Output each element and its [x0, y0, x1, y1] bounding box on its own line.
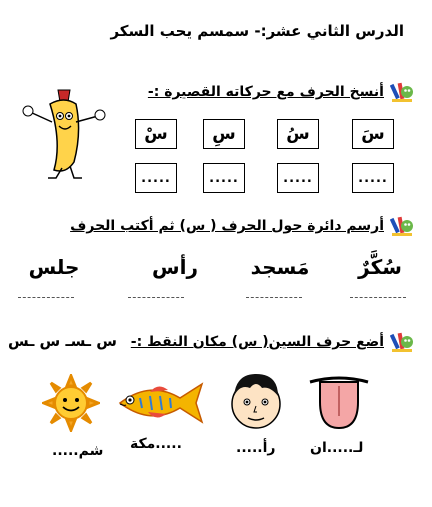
word-2[interactable]: مَسجد: [250, 255, 310, 279]
pencil-icon: [390, 330, 414, 354]
pencil-icon: [390, 80, 414, 104]
boy-face-picture: [226, 368, 286, 432]
section1-header: [148, 80, 414, 104]
page-title: الدرس الثاني عشر:- سمسم يحب السكر: [110, 22, 404, 40]
section3-heading: أضع حرف السين( س) مكان النقط :-: [130, 334, 384, 350]
letter-box-3: سِ: [203, 119, 245, 149]
banana-character: [18, 82, 108, 182]
letter-forms: س ـسـ س ـس: [8, 332, 117, 350]
fish-picture: [110, 378, 206, 428]
copy-box-1[interactable]: .....: [352, 163, 394, 193]
write-line-2[interactable]: [246, 297, 302, 298]
copy-box-3[interactable]: .....: [203, 163, 245, 193]
letter-box-1: سَ: [352, 119, 394, 149]
section3-header: [131, 330, 414, 354]
section1-heading: أنسخ الحرف مع حركاته القصيرة :-: [147, 84, 384, 100]
section2-header: [70, 214, 414, 238]
word-4[interactable]: جلس: [28, 255, 80, 279]
sun-picture: [42, 374, 100, 432]
word-1[interactable]: سُكَّرٌ: [358, 255, 402, 279]
letter-box-4: سْ: [135, 119, 177, 149]
write-line-1[interactable]: [350, 297, 406, 298]
letter-box-2: سُ: [277, 119, 319, 149]
fill-word-2[interactable]: رأ.....: [236, 440, 276, 456]
fill-word-3[interactable]: .....مكة: [130, 436, 182, 452]
write-line-4[interactable]: [18, 297, 74, 298]
word-3[interactable]: رأس: [152, 255, 198, 279]
section2-heading: أرسم دائرة حول الحرف ( س) ثم أكتب الحرف: [70, 218, 384, 234]
copy-box-2[interactable]: .....: [277, 163, 319, 193]
write-line-3[interactable]: [128, 297, 184, 298]
fill-word-1[interactable]: لـ.....ان: [310, 440, 364, 456]
pencil-icon: [390, 214, 414, 238]
copy-box-4[interactable]: .....: [135, 163, 177, 193]
fill-word-4[interactable]: شم.....: [52, 443, 104, 459]
tongue-picture: [306, 372, 372, 432]
